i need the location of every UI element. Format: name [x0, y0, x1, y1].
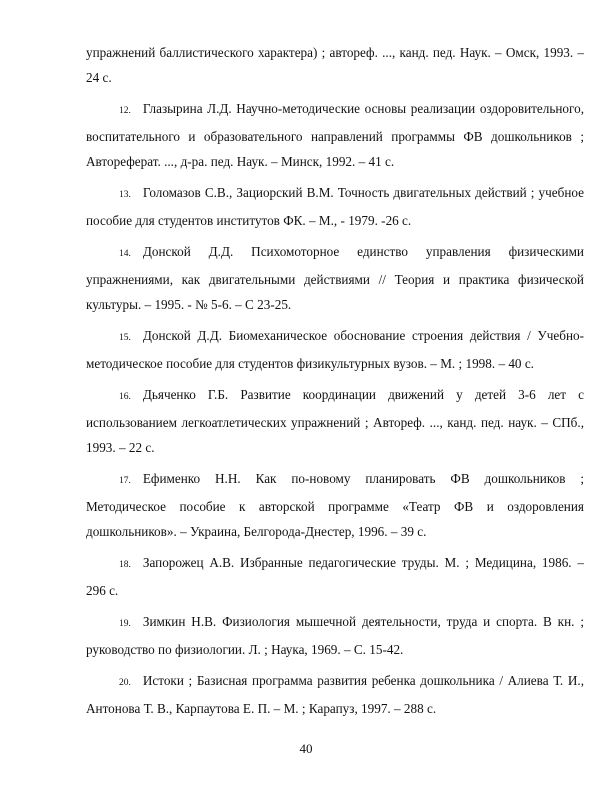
bibliography-entry-12	[86, 96, 584, 174]
entry-number: 15.	[119, 333, 131, 343]
page-number: 40	[299, 741, 313, 756]
bibliography-entry-15	[86, 323, 584, 376]
entry-text: Ефименко Н.Н. Как по-новому планировать ФВ дошкольников ; Методическое пособие к авторской программе «Театр ФВ и оздоровления дошкольников». – Украина, Белгорода-Днестер, 1996. – 39 с.	[86, 471, 584, 539]
entry-text: Голомазов С.В., Зациорский В.М. Точность двигательных действий ; учебное пособие для студентов институтов ФК. – М., - 1979. -26 с.	[86, 185, 584, 228]
entry-number: 13.	[119, 190, 131, 200]
bibliography-entry-16	[86, 382, 584, 460]
bibliography-entry-18	[86, 550, 584, 603]
entry-text: Истоки ; Базисная программа развития ребенка дошкольника / Алиева Т. И., Антонова Т. В., Карпаутова Е. П. – М. ; Карапуз, 1997. – 288 с.	[86, 673, 584, 716]
entry-number: 16.	[119, 392, 131, 402]
bibliography-entry-17	[86, 466, 584, 544]
entry-number: 19.	[119, 619, 131, 629]
entry-number: 14.	[119, 249, 131, 259]
entry-number: 18.	[119, 560, 131, 570]
entry-text: Донской Д.Д. Биомеханическое обоснование строения действия / Учебно-методическое пособие для студентов физикультурных вузов. – М. ; 1998. – 40 с.	[86, 328, 584, 371]
entry-text: Донской Д.Д. Психомоторное единство управления физическими упражнениями, как двигательными действиями // Теория и практика физической культуры. – 1995. - № 5-6. – С 23-25.	[86, 244, 584, 312]
entry-number: 12.	[119, 106, 131, 116]
entry-text: Запорожец А.В. Избранные педагогические труды. М. ; Медицина, 1986. – 296 с.	[86, 555, 584, 598]
bibliography-entry-14	[86, 239, 584, 317]
entry-number: 20.	[119, 678, 131, 688]
entry-text: Дьяченко Г.Б. Развитие координации движений у детей 3-6 лет с использованием легкоатлетических упражнений ; Автореф. ..., канд. пед. наук. – СПб., 1993. – 22 с.	[86, 387, 584, 455]
entry-text: Зимкин Н.В. Физиология мышечной деятельности, труда и спорта. В кн. ; руководство по физиологии. Л. ; Наука, 1969. – С. 15-42.	[86, 614, 584, 657]
entry-text: Глазырина Л.Д. Научно-методические основы реализации оздоровительного, воспитательного и образовательного направлений программы ФВ дошкольников ; Автореферат. ..., д-ра. пед. Наук. – Минск, 1992. – 41 с.	[86, 101, 584, 169]
bibliography-entry-20	[86, 668, 584, 721]
bibliography-entry-19	[86, 609, 584, 662]
entry-number: 17.	[119, 476, 131, 486]
bibliography-entry-13	[86, 180, 584, 233]
bibliography-continuation: упражнений баллистического характера) ; автореф. ..., канд. пед. Наук. – Омск, 1993. – 24 с.	[86, 45, 584, 85]
bibliography-list	[86, 40, 584, 727]
